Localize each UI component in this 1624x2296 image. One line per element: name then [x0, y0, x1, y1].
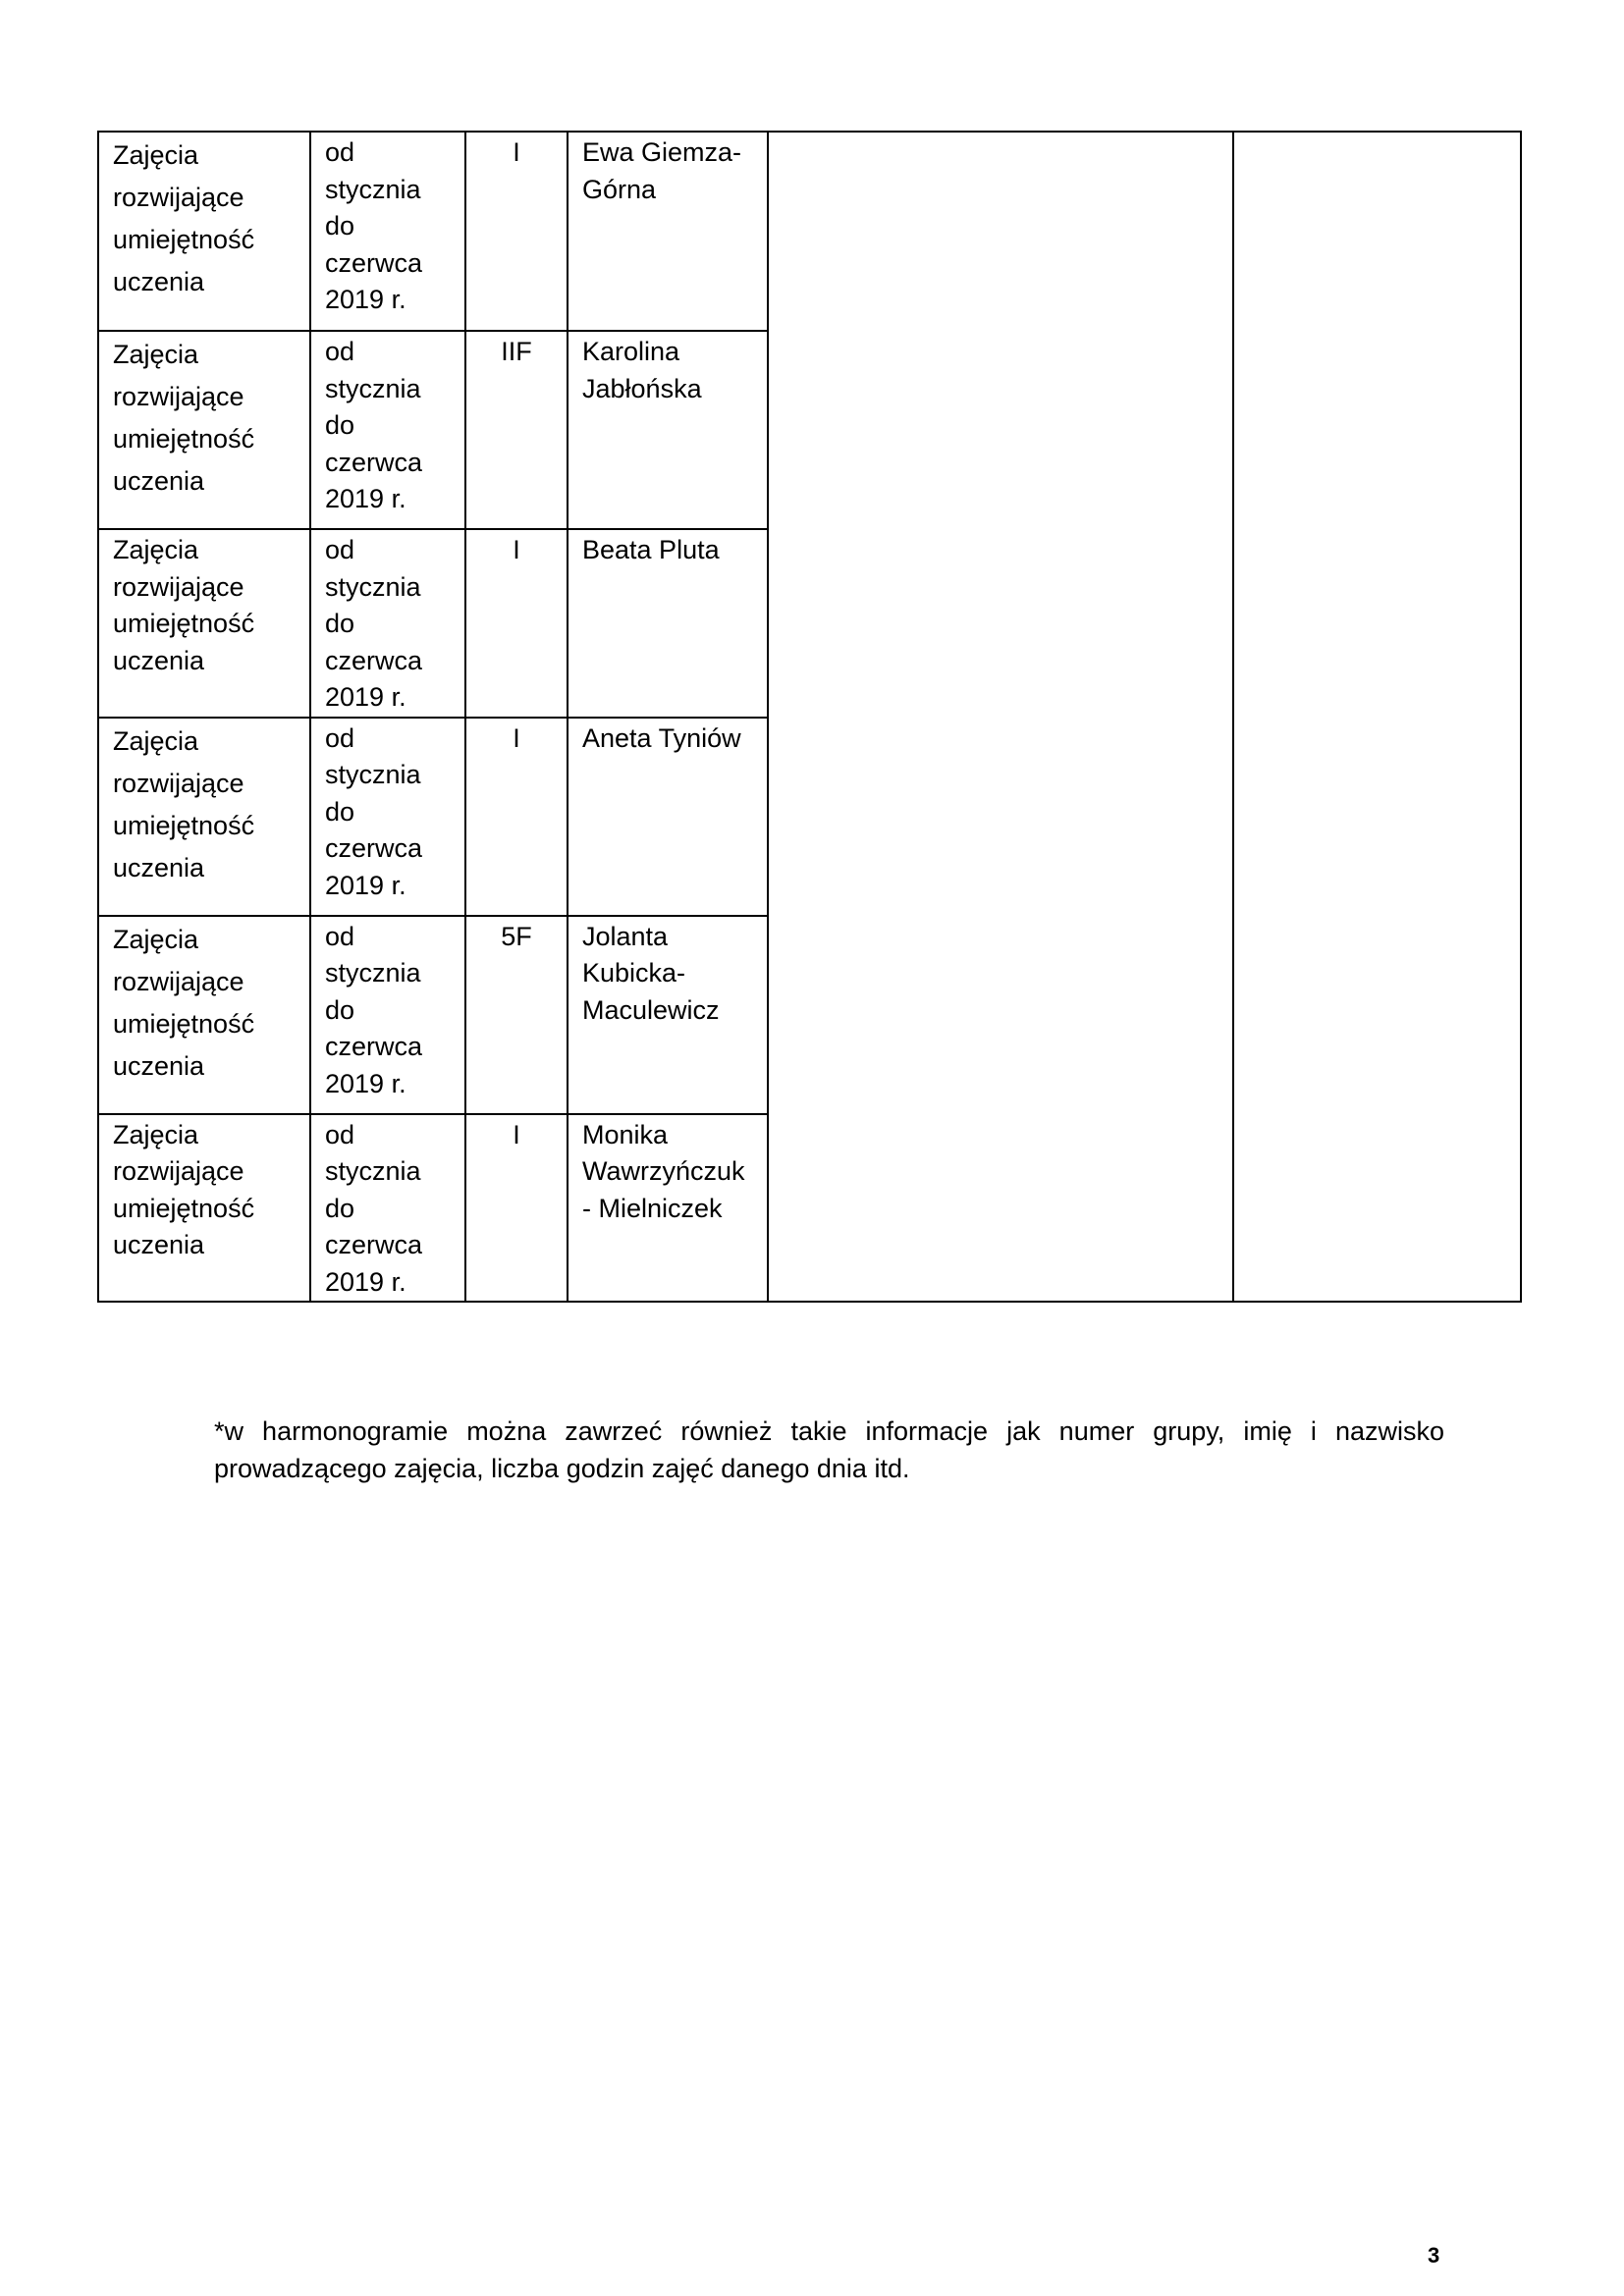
- teacher-cell: Karolina Jabłońska: [568, 331, 768, 529]
- schedule-table: [97, 131, 1522, 1303]
- teacher-cell: Jolanta Kubicka- Maculewicz: [568, 916, 768, 1114]
- teacher-cell: Monika Wawrzyńczuk - Mielniczek: [568, 1114, 768, 1303]
- period-cell: od stycznia do czerwca 2019 r.: [310, 718, 465, 916]
- class-cell: I: [465, 529, 568, 718]
- activity-cell: Zajęcia rozwijające umiejętność uczenia: [98, 529, 310, 718]
- activity-cell: Zajęcia rozwijające umiejętność uczenia: [98, 916, 310, 1114]
- empty-cell: [768, 132, 1233, 1302]
- teacher-cell: Aneta Tyniów: [568, 718, 768, 916]
- teacher-cell: Beata Pluta: [568, 529, 768, 718]
- period-cell: od stycznia do czerwca 2019 r.: [310, 132, 465, 331]
- period-cell: od stycznia do czerwca 2019 r.: [310, 916, 465, 1114]
- activity-cell: Zajęcia rozwijające umiejętność uczenia: [98, 132, 310, 331]
- class-cell: I: [465, 132, 568, 331]
- activity-cell: Zajęcia rozwijające umiejętność uczenia: [98, 718, 310, 916]
- table-row: [98, 132, 1521, 331]
- footnote: *w harmonogramie można zawrzeć również takie informacje jak numer grupy, imię i nazwisko prowadzącego zajęcia, liczba godzin zajęć danego dnia itd.: [214, 1416, 1444, 1483]
- page-number: 3: [1428, 2243, 1440, 2268]
- activity-cell: Zajęcia rozwijające umiejętność uczenia: [98, 1114, 310, 1303]
- class-cell: I: [465, 1114, 568, 1303]
- period-cell: od stycznia do czerwca 2019 r.: [310, 331, 465, 529]
- empty-cell: [1233, 132, 1521, 1302]
- class-cell: 5F: [465, 916, 568, 1114]
- teacher-cell: Ewa Giemza- Górna: [568, 132, 768, 331]
- class-cell: IIF: [465, 331, 568, 529]
- activity-cell: Zajęcia rozwijające umiejętność uczenia: [98, 331, 310, 529]
- period-cell: od stycznia do czerwca 2019 r.: [310, 1114, 465, 1303]
- class-cell: I: [465, 718, 568, 916]
- period-cell: od stycznia do czerwca 2019 r.: [310, 529, 465, 718]
